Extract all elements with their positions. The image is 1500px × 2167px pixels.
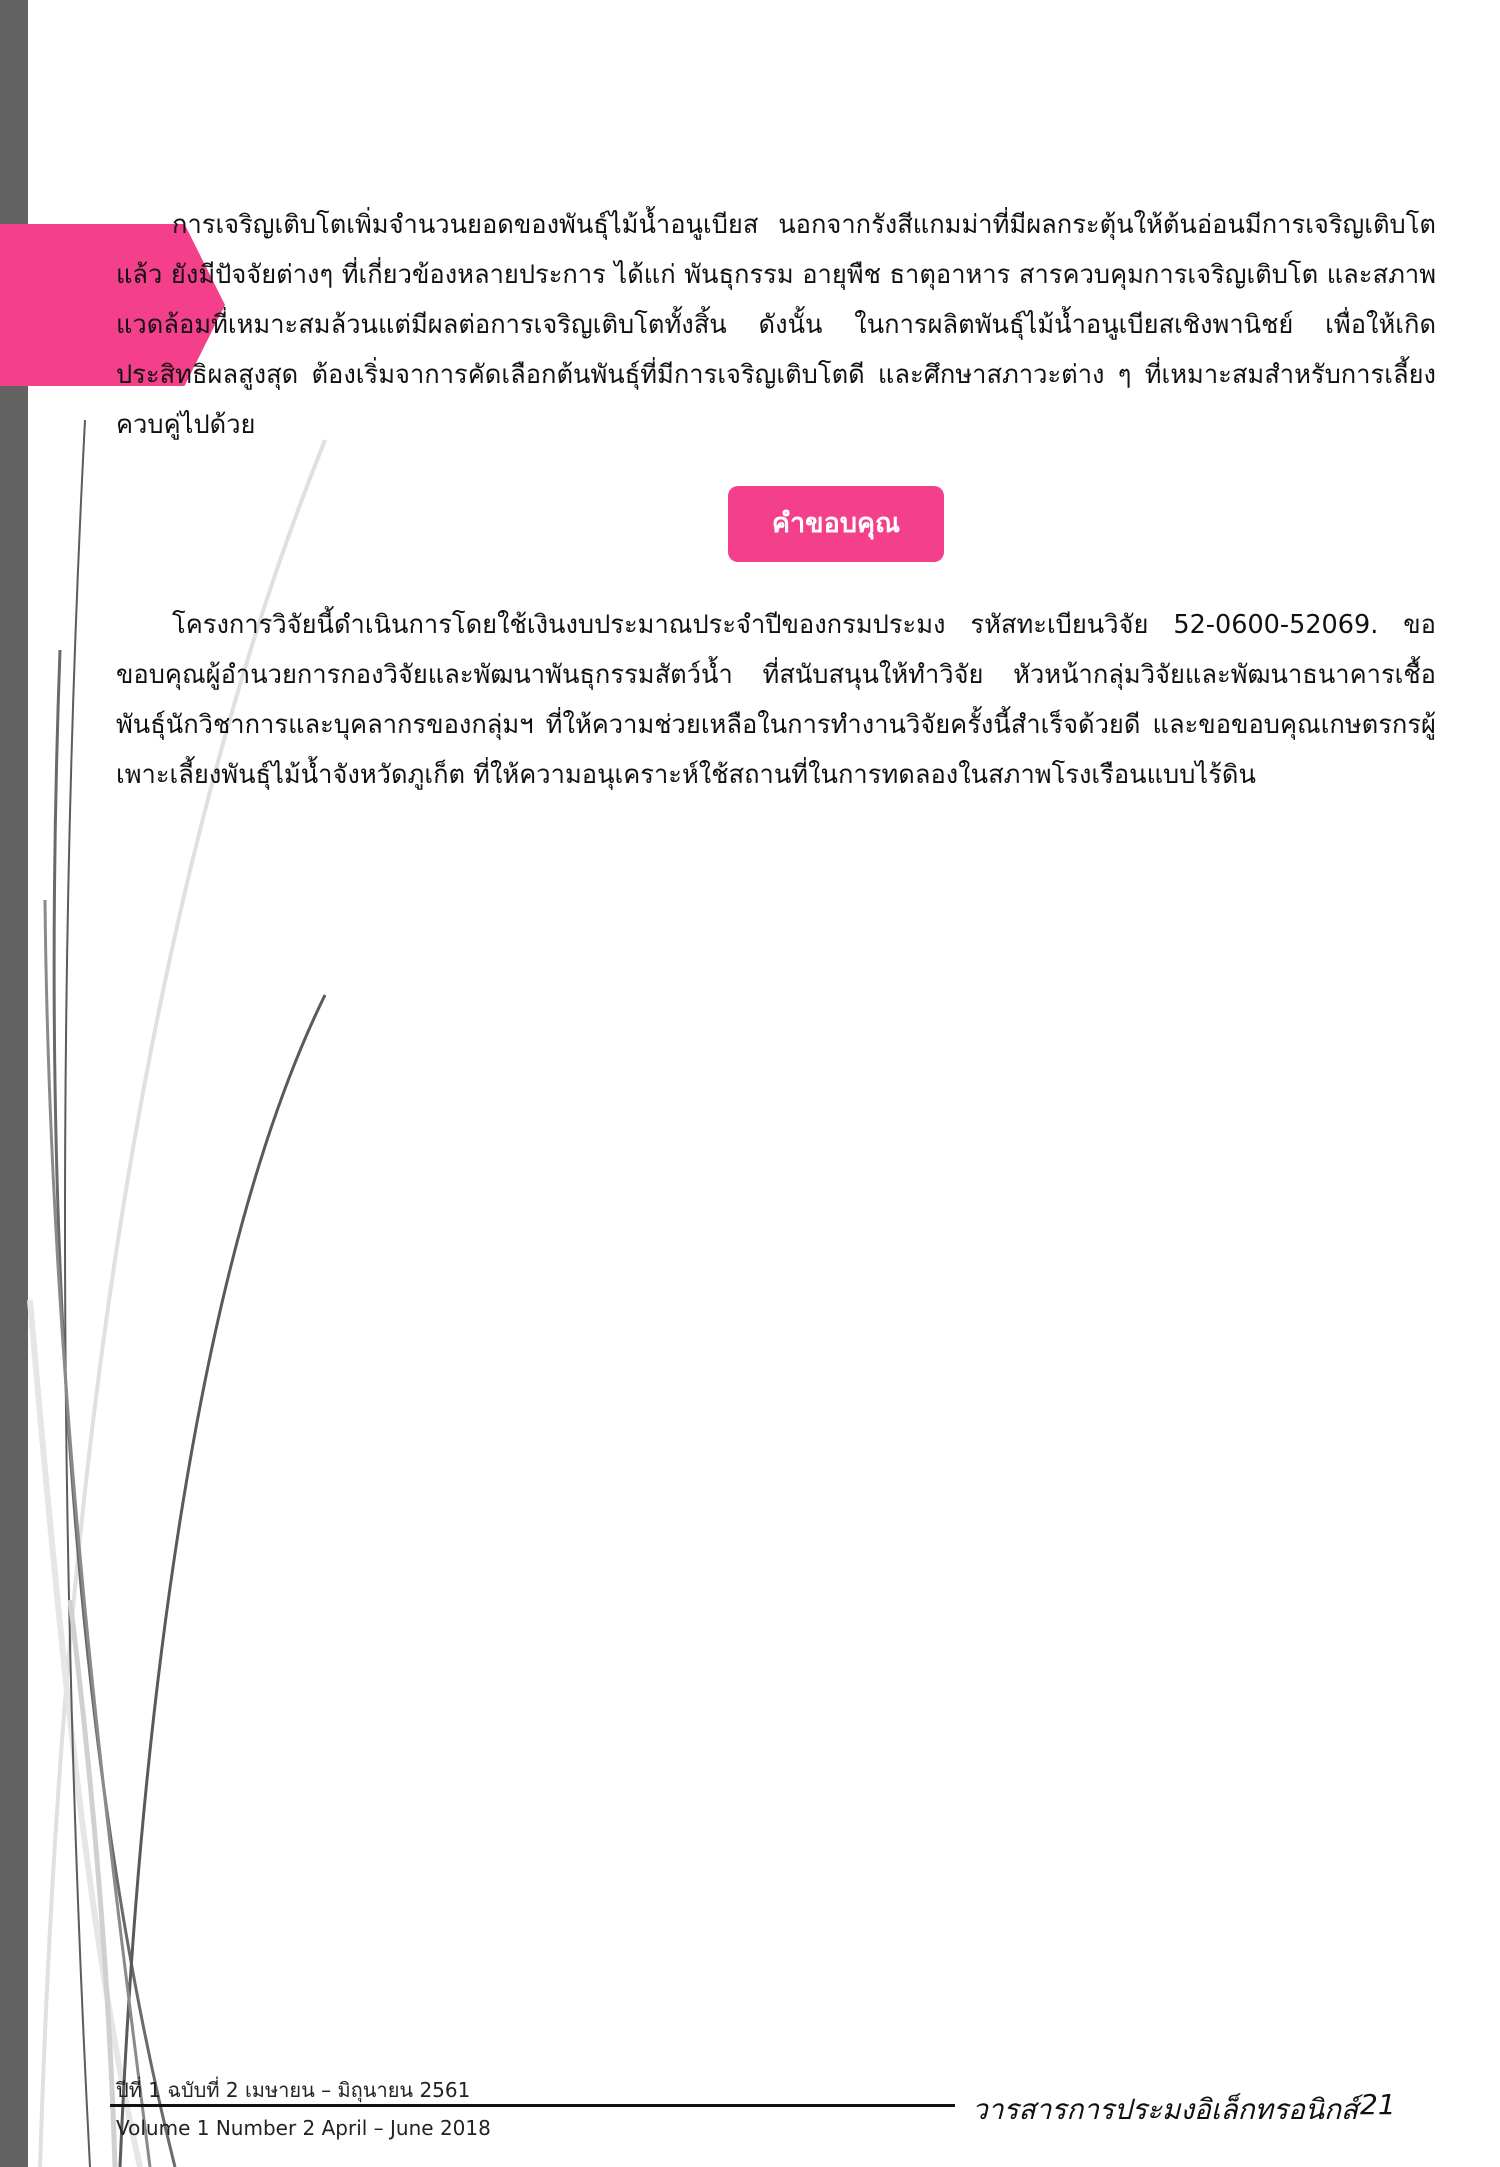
footer-issue-english: Volume 1 Number 2 April – June 2018 <box>116 2116 491 2140</box>
footer-issue-thai: ปีที่ 1 ฉบับที่ 2 เมษายน – มิถุนายน 2561 <box>116 2078 471 2102</box>
footer-divider <box>110 2104 955 2107</box>
acknowledgement-heading: คำขอบคุณ <box>728 486 944 562</box>
paragraph-acknowledgement: โครงการวิจัยนี้ดำเนินการโดยใช้เงินงบประมาณประจำปีของกรมประมง รหัสทะเบียนวิจัย 52-0600-52069. ขอขอบคุณผู้อำนวยการกองวิจัยและพัฒนาพันธุกรรมสัตว์น้ำ ที่สนับสนุนให้ทำวิจัย หัวหน้ากลุ่มวิจัยและพัฒนาธนาคารเชื้อพันธุ์นักวิชาการและบุคลากรของกลุ่มฯ ที่ให้ความช่วยเหลือในการทำงานวิจัยครั้งนี้สำเร็จด้วยดี และขอขอบคุณเกษตรกรผู้เพาะเลี้ยงพันธุ์ไม้น้ำจังหวัดภูเก็ต ที่ให้ความอนุเคราะห์ใช้สถานที่ในการทดลองในสภาพโรงเรือนแบบไร้ดิน <box>116 610 1436 790</box>
section-heading-wrap <box>116 486 1436 562</box>
paragraph-conclusion: การเจริญเติบโตเพิ่มจำนวนยอดของพันธุ์ไม้น้ำอนูเบียส นอกจากรังสีแกมม่าที่มีผลกระตุ้นให้ต้นอ่อนมีการเจริญเติบโตแล้ว ยังมีปัจจัยต่างๆ ที่เกี่ยวข้องหลายประการ ได้แก่ พันธุกรรม อายุพืช ธาตุอาหาร สารควบคุมการเจริญเติบโต และสภาพแวดล้อมที่เหมาะสมล้วนแต่มีผลต่อการเจริญเติบโตทั้งสิ้น ดังนั้น ในการผลิตพันธุ์ไม้น้ำอนูเบียสเชิงพานิชย์ เพื่อให้เกิดประสิทธิผลสูงสุด ต้องเริ่มจาการคัดเลือกต้นพันธุ์ที่มีการเจริญเติบโตดี และศึกษาสภาวะต่าง ๆ ที่เหมาะสมสำหรับการเลี้ยงควบคู่ไปด้วย <box>116 210 1436 440</box>
footer-journal-name: วารสารการประมงอิเล็กทรอนิกส์ <box>972 2093 1359 2126</box>
footer-page-number: 21 <box>1360 2088 1396 2121</box>
main-content <box>116 200 1436 800</box>
